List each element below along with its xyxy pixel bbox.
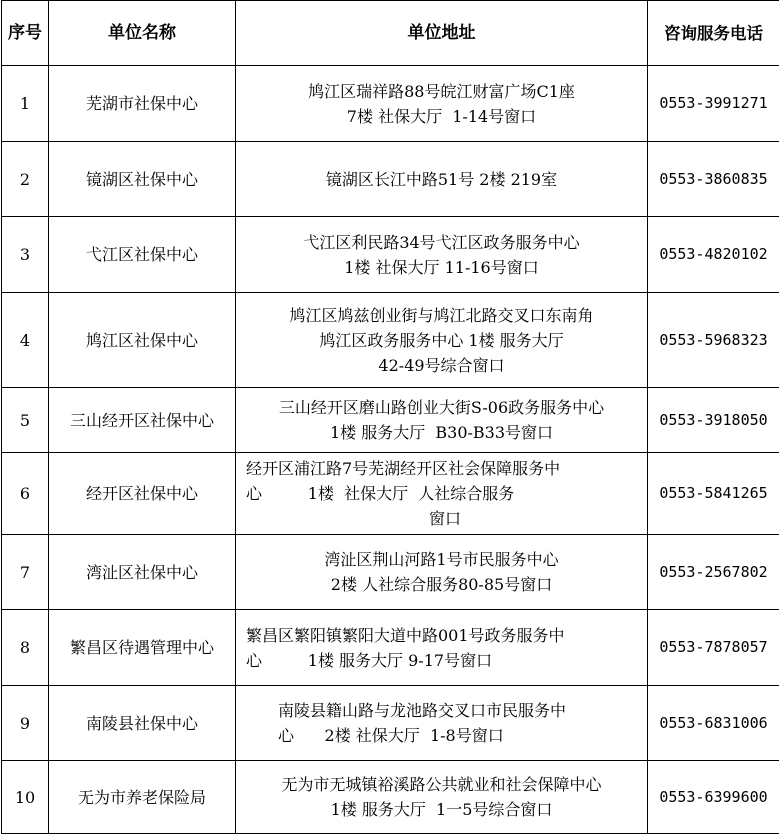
row-number: 5 [2, 388, 49, 453]
address-line: 繁昌区繁阳镇繁阳大道中路001号政务服务中 [246, 625, 565, 645]
address-line: 1楼 社保大厅 11-16号窗口 [344, 257, 539, 277]
address-line: 心 1楼 社保大厅 人社综合服务 [246, 484, 515, 503]
address-line: 鸠江区政务服务中心 1楼 服务大厅 [319, 330, 564, 350]
address-line: 心 1楼 服务大厅 9-17号窗口 [246, 650, 493, 670]
address-line: 鸠江区鸠兹创业街与鸠江北路交叉口东南角 [289, 305, 594, 325]
row-number: 2 [2, 142, 49, 217]
row-number: 3 [2, 217, 49, 293]
address-line: 弋江区利民路34号弋江区政务服务中心 [303, 232, 580, 252]
phone-number: 0553-5841265 [648, 453, 779, 535]
address-line: 2楼 人社综合服务80-85号窗口 [330, 575, 553, 594]
row-number: 4 [2, 293, 49, 388]
row-number: 1 [2, 66, 49, 142]
unit-name: 繁昌区待遇管理中心 [49, 610, 236, 686]
address-line: 三山经开区磨山路创业大街S-06政务服务中心 [278, 398, 605, 417]
unit-address [236, 142, 648, 217]
unit-address [236, 535, 648, 610]
phone-number: 0553-3991271 [648, 66, 779, 142]
table-row [2, 610, 779, 686]
unit-address [236, 453, 648, 535]
row-number: 10 [2, 761, 49, 834]
address-line: 无为市无城镇裕溪路公共就业和社会保障中心 [281, 775, 602, 794]
table-row [2, 142, 779, 217]
address-line: 42-49号综合窗口 [378, 355, 505, 375]
table-row [2, 453, 779, 535]
address-line: 1楼 服务大厅 1一5号综合窗口 [330, 800, 553, 819]
unit-address [236, 217, 648, 293]
address-line: 鸠江区瑞祥路88号皖江财富广场C1座 [308, 81, 575, 101]
phone-number: 0553-3860835 [648, 142, 779, 217]
phone-number: 0553-4820102 [648, 217, 779, 293]
header-name: 单位名称 [49, 1, 236, 66]
unit-name: 湾沚区社保中心 [49, 535, 236, 610]
address-line: 湾沚区荆山河路1号市民服务中心 [324, 550, 559, 569]
unit-address [236, 388, 648, 453]
phone-number: 0553-6399600 [648, 761, 779, 834]
unit-name: 鸠江区社保中心 [49, 293, 236, 388]
address-line: 经开区浦江路7号芜湖经开区社会保障服务中 [246, 459, 561, 478]
phone-number: 0553-2567802 [648, 535, 779, 610]
row-number: 9 [2, 686, 49, 761]
header-row [2, 1, 779, 66]
header-address: 单位地址 [236, 1, 648, 66]
unit-address [236, 610, 648, 686]
table-row [2, 686, 779, 761]
unit-name: 南陵县社保中心 [49, 686, 236, 761]
address-line: 镜湖区长江中路51号 2楼 219室 [325, 169, 558, 189]
unit-name: 无为市养老保险局 [49, 761, 236, 834]
unit-name: 三山经开区社保中心 [49, 388, 236, 453]
row-number: 7 [2, 535, 49, 610]
phone-number: 0553-5968323 [648, 293, 779, 388]
table-row [2, 535, 779, 610]
header-no: 序号 [2, 1, 49, 66]
address-line: 7楼 社保大厅 1-14号窗口 [346, 106, 537, 126]
unit-name: 芜湖市社保中心 [49, 66, 236, 142]
table-row [2, 66, 779, 142]
unit-name: 经开区社保中心 [49, 453, 236, 535]
table-row [2, 293, 779, 388]
phone-number: 0553-7878057 [648, 610, 779, 686]
phone-number: 0553-6831006 [648, 686, 779, 761]
unit-name: 镜湖区社保中心 [49, 142, 236, 217]
social-security-centers-table [1, 0, 779, 834]
address-line: 窗口 [428, 509, 461, 528]
unit-address [236, 293, 648, 388]
row-number: 8 [2, 610, 49, 686]
unit-name: 弋江区社保中心 [49, 217, 236, 293]
table-row [2, 217, 779, 293]
unit-address [236, 686, 648, 761]
unit-address [236, 66, 648, 142]
table-row [2, 388, 779, 453]
unit-address [236, 761, 648, 834]
address-line: 1楼 服务大厅 B30-B33号窗口 [329, 423, 554, 442]
address-line: 南陵县籍山路与龙池路交叉口市民服务中 [278, 701, 567, 720]
address-line: 心 2楼 社保大厅 1-8号窗口 [278, 726, 504, 745]
row-number: 6 [2, 453, 49, 535]
header-phone: 咨询服务电话 [648, 1, 779, 66]
phone-number: 0553-3918050 [648, 388, 779, 453]
table-row [2, 761, 779, 834]
